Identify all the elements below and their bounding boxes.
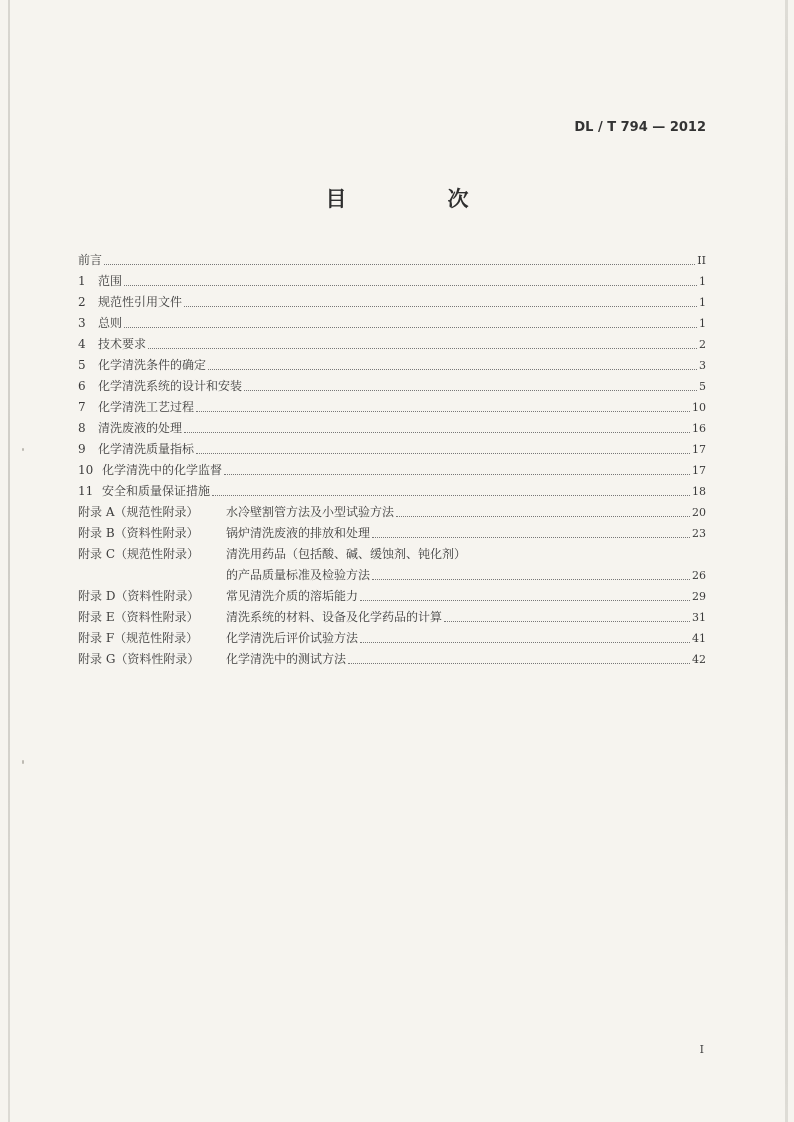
toc-page-number: 41	[692, 632, 706, 645]
leader-dots	[360, 642, 690, 643]
toc-entry-11[interactable]	[78, 481, 706, 502]
toc-page-number: 42	[692, 653, 706, 666]
toc-page-number: 31	[692, 611, 706, 624]
toc-entry-3[interactable]	[78, 313, 706, 334]
scan-speck	[22, 760, 24, 764]
leader-dots	[372, 537, 690, 538]
toc-page-number: 17	[692, 443, 706, 456]
toc-page-number: 10	[692, 401, 706, 414]
toc-entry-4[interactable]	[78, 334, 706, 355]
toc-entry-label: 附录 A（规范性附录） 水冷壁割管方法及小型试验方法	[78, 505, 395, 519]
toc-appendix-b[interactable]	[78, 523, 706, 544]
toc-page-number: 29	[692, 590, 706, 603]
toc-page-number: 17	[692, 464, 706, 477]
leader-dots	[360, 600, 690, 601]
toc-entry-label: 3 总则	[78, 316, 123, 330]
toc-page-number: 2	[699, 338, 706, 351]
toc-page-number: 1	[699, 275, 706, 288]
leader-dots	[196, 411, 690, 412]
toc-entry-label: 附录 B（资料性附录） 锅炉清洗废液的排放和处理	[78, 526, 371, 540]
toc-entry-label: 5 化学清洗条件的确定	[78, 358, 207, 372]
toc-entry-preface[interactable]	[78, 250, 706, 271]
toc-page-number: 23	[692, 527, 706, 540]
leader-dots	[124, 285, 697, 286]
toc-entry-1[interactable]	[78, 271, 706, 292]
leader-dots	[372, 579, 690, 580]
leader-dots	[396, 516, 690, 517]
toc-entry-label: 11 安全和质量保证措施	[78, 484, 211, 498]
toc-entry-label: 8 清洗废液的处理	[78, 421, 183, 435]
toc-entry-label: 附录 G（资料性附录） 化学清洗中的测试方法	[78, 652, 347, 666]
toc-page-number: 26	[692, 569, 706, 582]
footer-page-number: I	[699, 1043, 704, 1056]
leader-dots	[212, 495, 690, 496]
toc-entry-label: 2 规范性引用文件	[78, 295, 183, 309]
toc-appendix-d[interactable]	[78, 586, 706, 607]
leader-dots	[124, 327, 697, 328]
leader-dots	[444, 621, 690, 622]
toc-entry-2[interactable]	[78, 292, 706, 313]
scan-edge-right	[785, 0, 788, 1122]
toc-entry-7[interactable]	[78, 397, 706, 418]
toc-entry-9[interactable]	[78, 439, 706, 460]
leader-dots	[244, 390, 697, 391]
toc-appendix-g[interactable]	[78, 649, 706, 670]
toc-entry-label: 前言	[78, 253, 103, 267]
toc-entry-8[interactable]	[78, 418, 706, 439]
toc-entry-label: 7 化学清洗工艺过程	[78, 400, 195, 414]
toc-entry-label: 10 化学清洗中的化学监督	[78, 463, 223, 477]
toc-page-number: 18	[692, 485, 706, 498]
leader-dots	[104, 264, 695, 265]
toc-page-number: 1	[699, 296, 706, 309]
toc-entry-5[interactable]	[78, 355, 706, 376]
toc-appendix-e[interactable]	[78, 607, 706, 628]
toc-page-number: 1	[699, 317, 706, 330]
toc-entry-label: 9 化学清洗质量指标	[78, 442, 195, 456]
toc-appendix-a[interactable]	[78, 502, 706, 523]
standard-code: DL / T 794 — 2012	[574, 120, 706, 135]
leader-dots	[148, 348, 697, 349]
toc-entry-label: 的产品质量标准及检验方法	[226, 568, 371, 582]
page-title: 目 次	[325, 186, 509, 211]
toc-entry-label: 1 范围	[78, 274, 123, 288]
leader-dots	[184, 306, 697, 307]
toc-page-number: II	[697, 254, 706, 267]
table-of-contents	[78, 250, 706, 670]
scan-edge-left	[8, 0, 10, 1122]
leader-dots	[348, 663, 690, 664]
leader-dots	[208, 369, 697, 370]
toc-entry-10[interactable]	[78, 460, 706, 481]
toc-entry-6[interactable]	[78, 376, 706, 397]
toc-appendix-c[interactable]	[78, 544, 706, 565]
toc-entry-label: 附录 D（资料性附录） 常见清洗介质的溶垢能力	[78, 589, 359, 603]
toc-entry-label: 4 技术要求	[78, 337, 147, 351]
toc-page-number: 3	[699, 359, 706, 372]
scan-speck	[22, 448, 24, 451]
toc-entry-label: 附录 C（规范性附录） 清洗用药品（包括酸、碱、缓蚀剂、钝化剂）	[78, 547, 467, 561]
leader-dots	[196, 453, 690, 454]
toc-page-number: 16	[692, 422, 706, 435]
toc-appendix-f[interactable]	[78, 628, 706, 649]
toc-entry-label: 附录 F（规范性附录） 化学清洗后评价试验方法	[78, 631, 359, 645]
leader-dots	[184, 432, 690, 433]
toc-entry-label: 附录 E（资料性附录） 清洗系统的材料、设备及化学药品的计算	[78, 610, 443, 624]
toc-entry-label: 6 化学清洗系统的设计和安装	[78, 379, 243, 393]
toc-page-number: 5	[699, 380, 706, 393]
leader-dots	[224, 474, 690, 475]
toc-appendix-c-continued[interactable]	[78, 565, 706, 586]
toc-page-number: 20	[692, 506, 706, 519]
